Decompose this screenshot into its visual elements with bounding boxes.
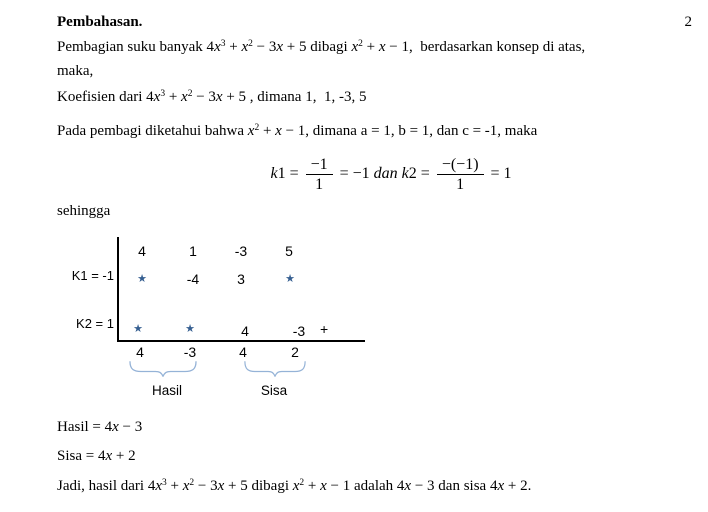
- k-formula: [0, 148, 708, 200]
- k2-row-label: K2 = 1: [76, 316, 114, 331]
- paragraph-koefisien: Koefisien dari $4x^3 + x^2 - 3x + 5$ , dimana 1, 1, -3, 5: [57, 88, 367, 105]
- star-icon: ★: [185, 323, 195, 335]
- conclusion-line: Jadi, hasil dari $4x^3 + x^2 - 3x + 5$ dibagi $x^2 + x - 1$ adalah 4x − 3 dan sisa 4x + 2.: [57, 477, 532, 494]
- formula-tail: = 1: [490, 165, 512, 182]
- star-icon: ★: [137, 273, 147, 285]
- k1-row-label: K1 = -1: [71, 268, 114, 283]
- fraction-k2-numerator: −(−1): [441, 155, 479, 173]
- result-cell: 4: [136, 344, 144, 360]
- fraction-k1: [306, 155, 333, 194]
- sisa-result-line: Sisa = 4x + 2: [57, 448, 136, 464]
- page-number: 2: [684, 14, 692, 30]
- k2-row-cell: 4: [241, 323, 249, 339]
- coef-cell: 5: [285, 243, 293, 259]
- coef-cell: 4: [138, 243, 146, 259]
- paragraph-sehingga: sehingga: [57, 203, 111, 219]
- star-icon: ★: [285, 273, 295, 285]
- result-cell: -3: [183, 344, 197, 360]
- k1-row-cell: 3: [237, 271, 245, 287]
- horner-horizontal-bar: [117, 340, 365, 342]
- formula-lhs: k1 =: [270, 165, 299, 182]
- fraction-k1-numerator: −1: [310, 155, 328, 173]
- fraction-k2: [437, 155, 484, 194]
- k1-row-cell: -4: [186, 271, 200, 287]
- fraction-k2-denominator: 1: [437, 174, 484, 194]
- paragraph-pembagi: Pada pembagi diketahui bahwa $x^2 + x - 1$, dimana a = 1, b = 1, dan c = -1, maka: [57, 122, 538, 139]
- paragraph-maka: maka,: [57, 63, 94, 79]
- plus-sign: +: [320, 321, 329, 337]
- coef-cell: -3: [234, 243, 248, 259]
- star-icon: ★: [133, 323, 143, 335]
- result-cell: 2: [291, 344, 299, 360]
- result-cell: 4: [239, 344, 247, 360]
- fraction-k1-denominator: 1: [306, 174, 333, 194]
- formula-mid: = −1 dan k2 =: [339, 165, 430, 182]
- coef-cell: 1: [189, 243, 197, 259]
- hasil-brace-label: Hasil: [151, 383, 182, 398]
- sisa-brace-label: Sisa: [260, 383, 288, 398]
- page-title: Pembahasan.: [57, 14, 143, 30]
- underbrace-sisa: [244, 361, 306, 377]
- underbrace-hasil: [129, 361, 197, 377]
- hasil-result-line: Hasil = 4x − 3: [57, 419, 143, 435]
- k2-row-cell: -3: [292, 323, 306, 339]
- paragraph-pembagian: Pembagian suku banyak $4x^3 + x^2 - 3x + 5$ dibagi $x^2 + x - 1$, berdasarkan konsep di atas,: [57, 38, 586, 55]
